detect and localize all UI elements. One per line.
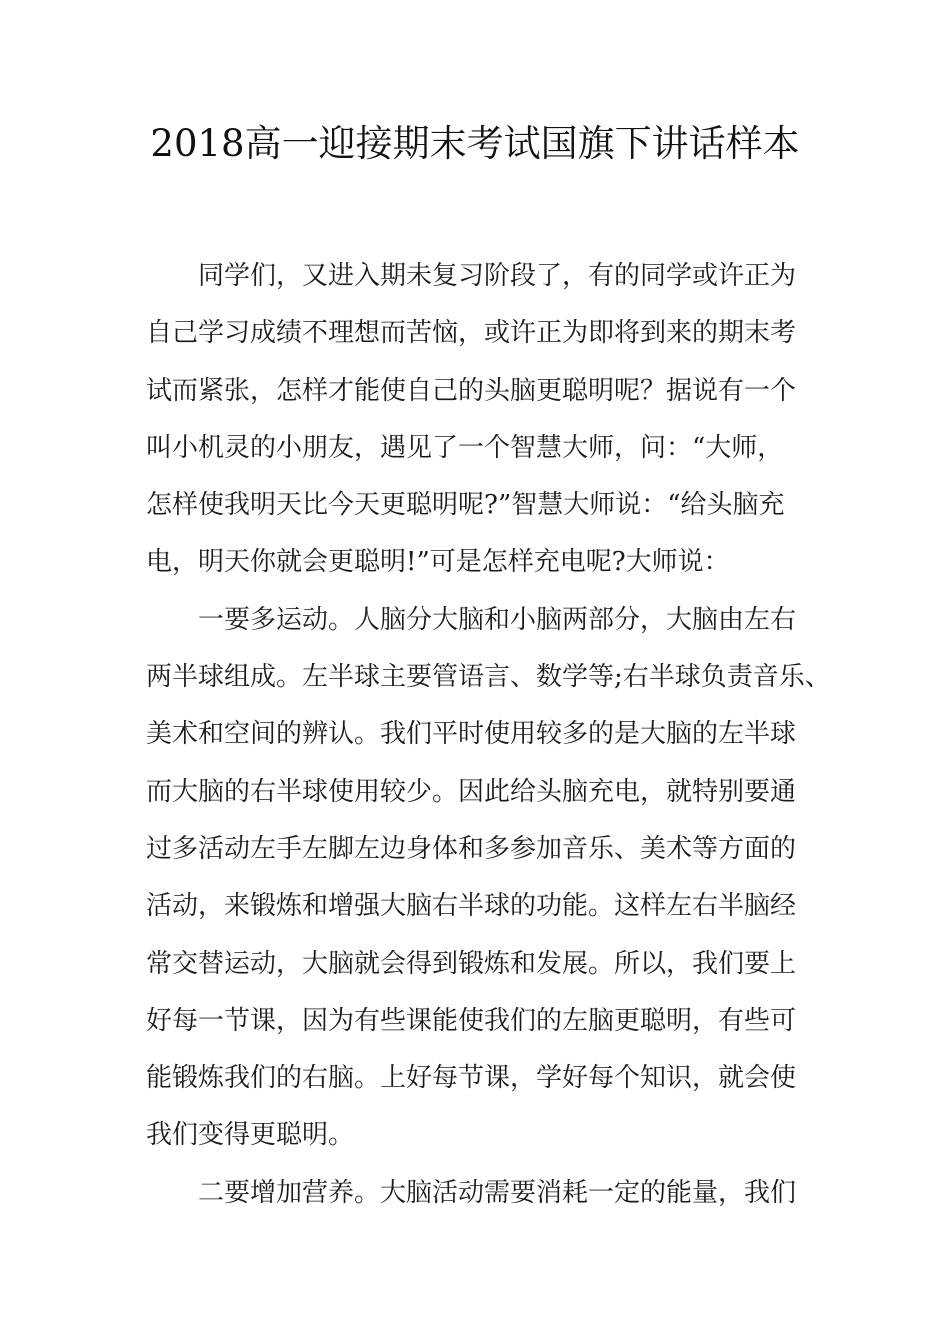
text-line: 二要增加营养。大脑活动需要消耗一定的能量，我们 <box>198 1177 797 1208</box>
paragraph-2 <box>146 592 831 1165</box>
text-line: 而大脑的右半球使用较少。因此给头脑充电，就特别要通 <box>146 776 797 807</box>
text-line: 同学们，又进入期未复习阶段了，有的同学或许正为 <box>198 261 797 291</box>
text-line: 怎样使我明天比今天更聪明呢?”智慧大师说：“给头脑充 <box>146 490 785 521</box>
document-body <box>146 248 831 1222</box>
text-line: 我们变得更聪明。 <box>146 1120 355 1151</box>
text-line: 叫小机灵的小朋友，遇见了一个智慧大师，问：“大师， <box>146 432 784 463</box>
text-line: 过多活动左手左脚左边身体和多参加音乐、美术等方面的 <box>146 833 797 864</box>
text-line: 两半球组成。左半球主要管语言、数学等;右半球负责音乐、 <box>146 662 831 693</box>
paragraph-3 <box>146 1165 806 1222</box>
text-line: 常交替运动，大脑就会得到锻炼和发展。所以，我们要上 <box>146 948 797 979</box>
document-title: 2018高一迎接期末考试国旗下讲话样本 <box>150 122 800 165</box>
text-line: 美术和空间的辨认。我们平时使用较多的是大脑的左半球 <box>146 719 797 750</box>
text-line: 自己学习成绩不理想而苦恼，或许正为即将到来的期末考 <box>146 318 797 349</box>
text-line: 能锻炼我们的右脑。上好每节课，学好每个知识，就会使 <box>146 1063 797 1094</box>
text-line: 一要多运动。人脑分大脑和小脑两部分，大脑由左右 <box>198 604 797 635</box>
paragraph-1 <box>146 248 806 592</box>
text-line: 活动，来锻炼和增强大脑右半球的功能。这样左右半脑经 <box>146 891 797 922</box>
text-line: 好每一节课，因为有些课能使我们的左脑更聪明，有些可 <box>146 1005 797 1036</box>
text-line: 电，明天你就会更聪明!”可是怎样充电呢?大师说： <box>146 547 730 578</box>
text-line: 试而紧张，怎样才能使自己的头脑更聪明呢？据说有一个 <box>146 375 797 406</box>
